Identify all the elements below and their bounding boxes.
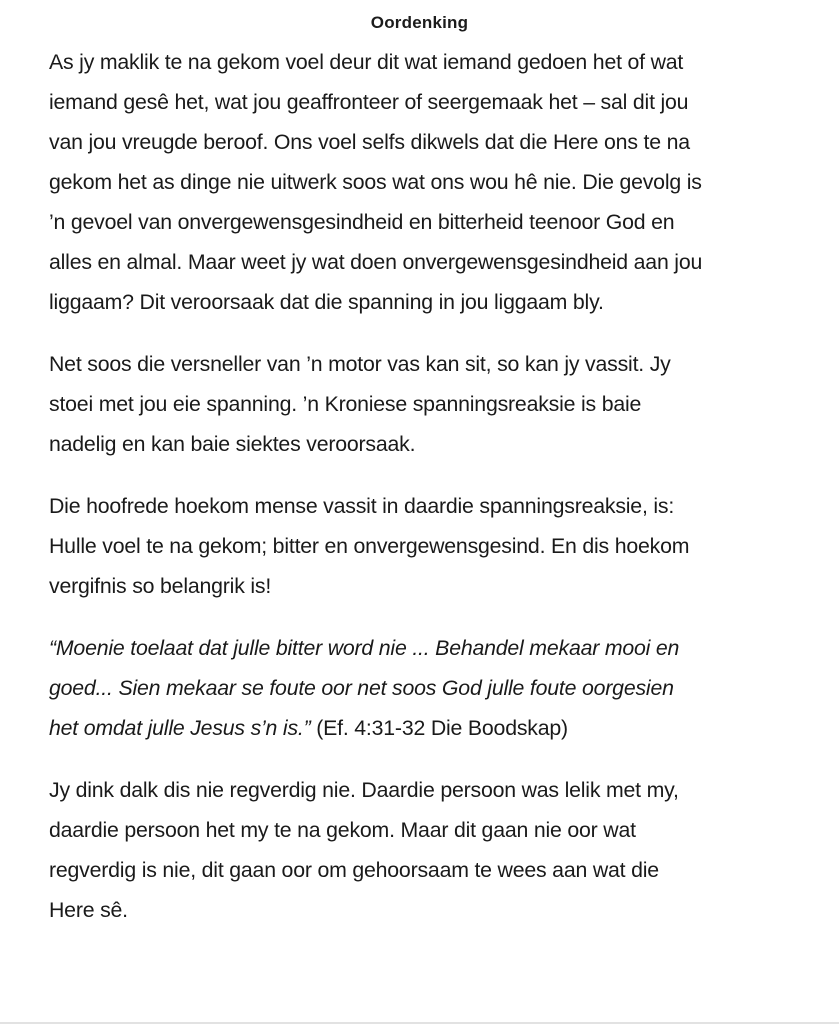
text-line: regverdig is nie, dit gaan oor om gehoorsaam te wees aan wat die [49, 858, 659, 882]
quote-last-line [49, 708, 809, 748]
text-line: Here sê. [49, 898, 128, 922]
text-line: As jy maklik te na gekom voel deur dit wat iemand gedoen het of wat [49, 50, 684, 74]
text-line: Hulle voel te na gekom; bitter en onvergewensgesind. En dis hoekom [49, 534, 690, 558]
text-line: iemand gesê het, wat jou geaffronteer of seergemaak het – sal dit jou [49, 90, 689, 114]
header-bar [0, 0, 839, 40]
text-line: gekom het as dinge nie uitwerk soos wat ons wou hê nie. Die gevolg is [49, 170, 702, 194]
text-line: vergifnis so belangrik is! [49, 574, 272, 598]
page-title: Oordenking [370, 13, 469, 32]
text-line: Net soos die versneller van ’n motor vas kan sit, so kan jy vassit. Jy [49, 352, 671, 376]
text-line: stoei met jou eie spanning. ’n Kroniese spanningsreaksie is baie [49, 392, 642, 416]
text-line: alles en almal. Maar weet jy wat doen onvergewensgesindheid aan jou [49, 250, 703, 274]
text-line: liggaam? Dit veroorsaak dat die spanning in jou liggaam bly. [49, 290, 604, 314]
text-line: nadelig en kan baie siektes veroorsaak. [49, 432, 416, 456]
article-body [49, 42, 809, 930]
paragraph-5 [49, 770, 809, 930]
paragraph-2 [49, 344, 809, 464]
quote-line: “Moenie toelaat dat julle bitter word nie ... Behandel mekaar mooi en [49, 636, 680, 660]
text-line: Die hoofrede hoekom mense vassit in daardie spanningsreaksie, is: [49, 494, 675, 518]
text-line: daardie persoon het my te na gekom. Maar dit gaan nie oor wat [49, 818, 636, 842]
quote-line: goed... Sien mekaar se foute oor net soos God julle foute oorgesien [49, 676, 674, 700]
text-line: Jy dink dalk dis nie regverdig nie. Daardie persoon was lelik met my, [49, 778, 679, 802]
paragraph-3 [49, 486, 809, 606]
text-line: van jou vreugde beroof. Ons voel selfs dikwels dat die Here ons te na [49, 130, 690, 154]
scripture-quote [49, 628, 809, 748]
paragraph-1 [49, 42, 809, 322]
text-line: ’n gevoel van onvergewensgesindheid en bitterheid teenoor God en [49, 210, 675, 234]
quote-line: het omdat julle Jesus s’n is.” [49, 716, 311, 740]
scripture-citation: (Ef. 4:31-32 Die Boodskap) [310, 716, 568, 740]
